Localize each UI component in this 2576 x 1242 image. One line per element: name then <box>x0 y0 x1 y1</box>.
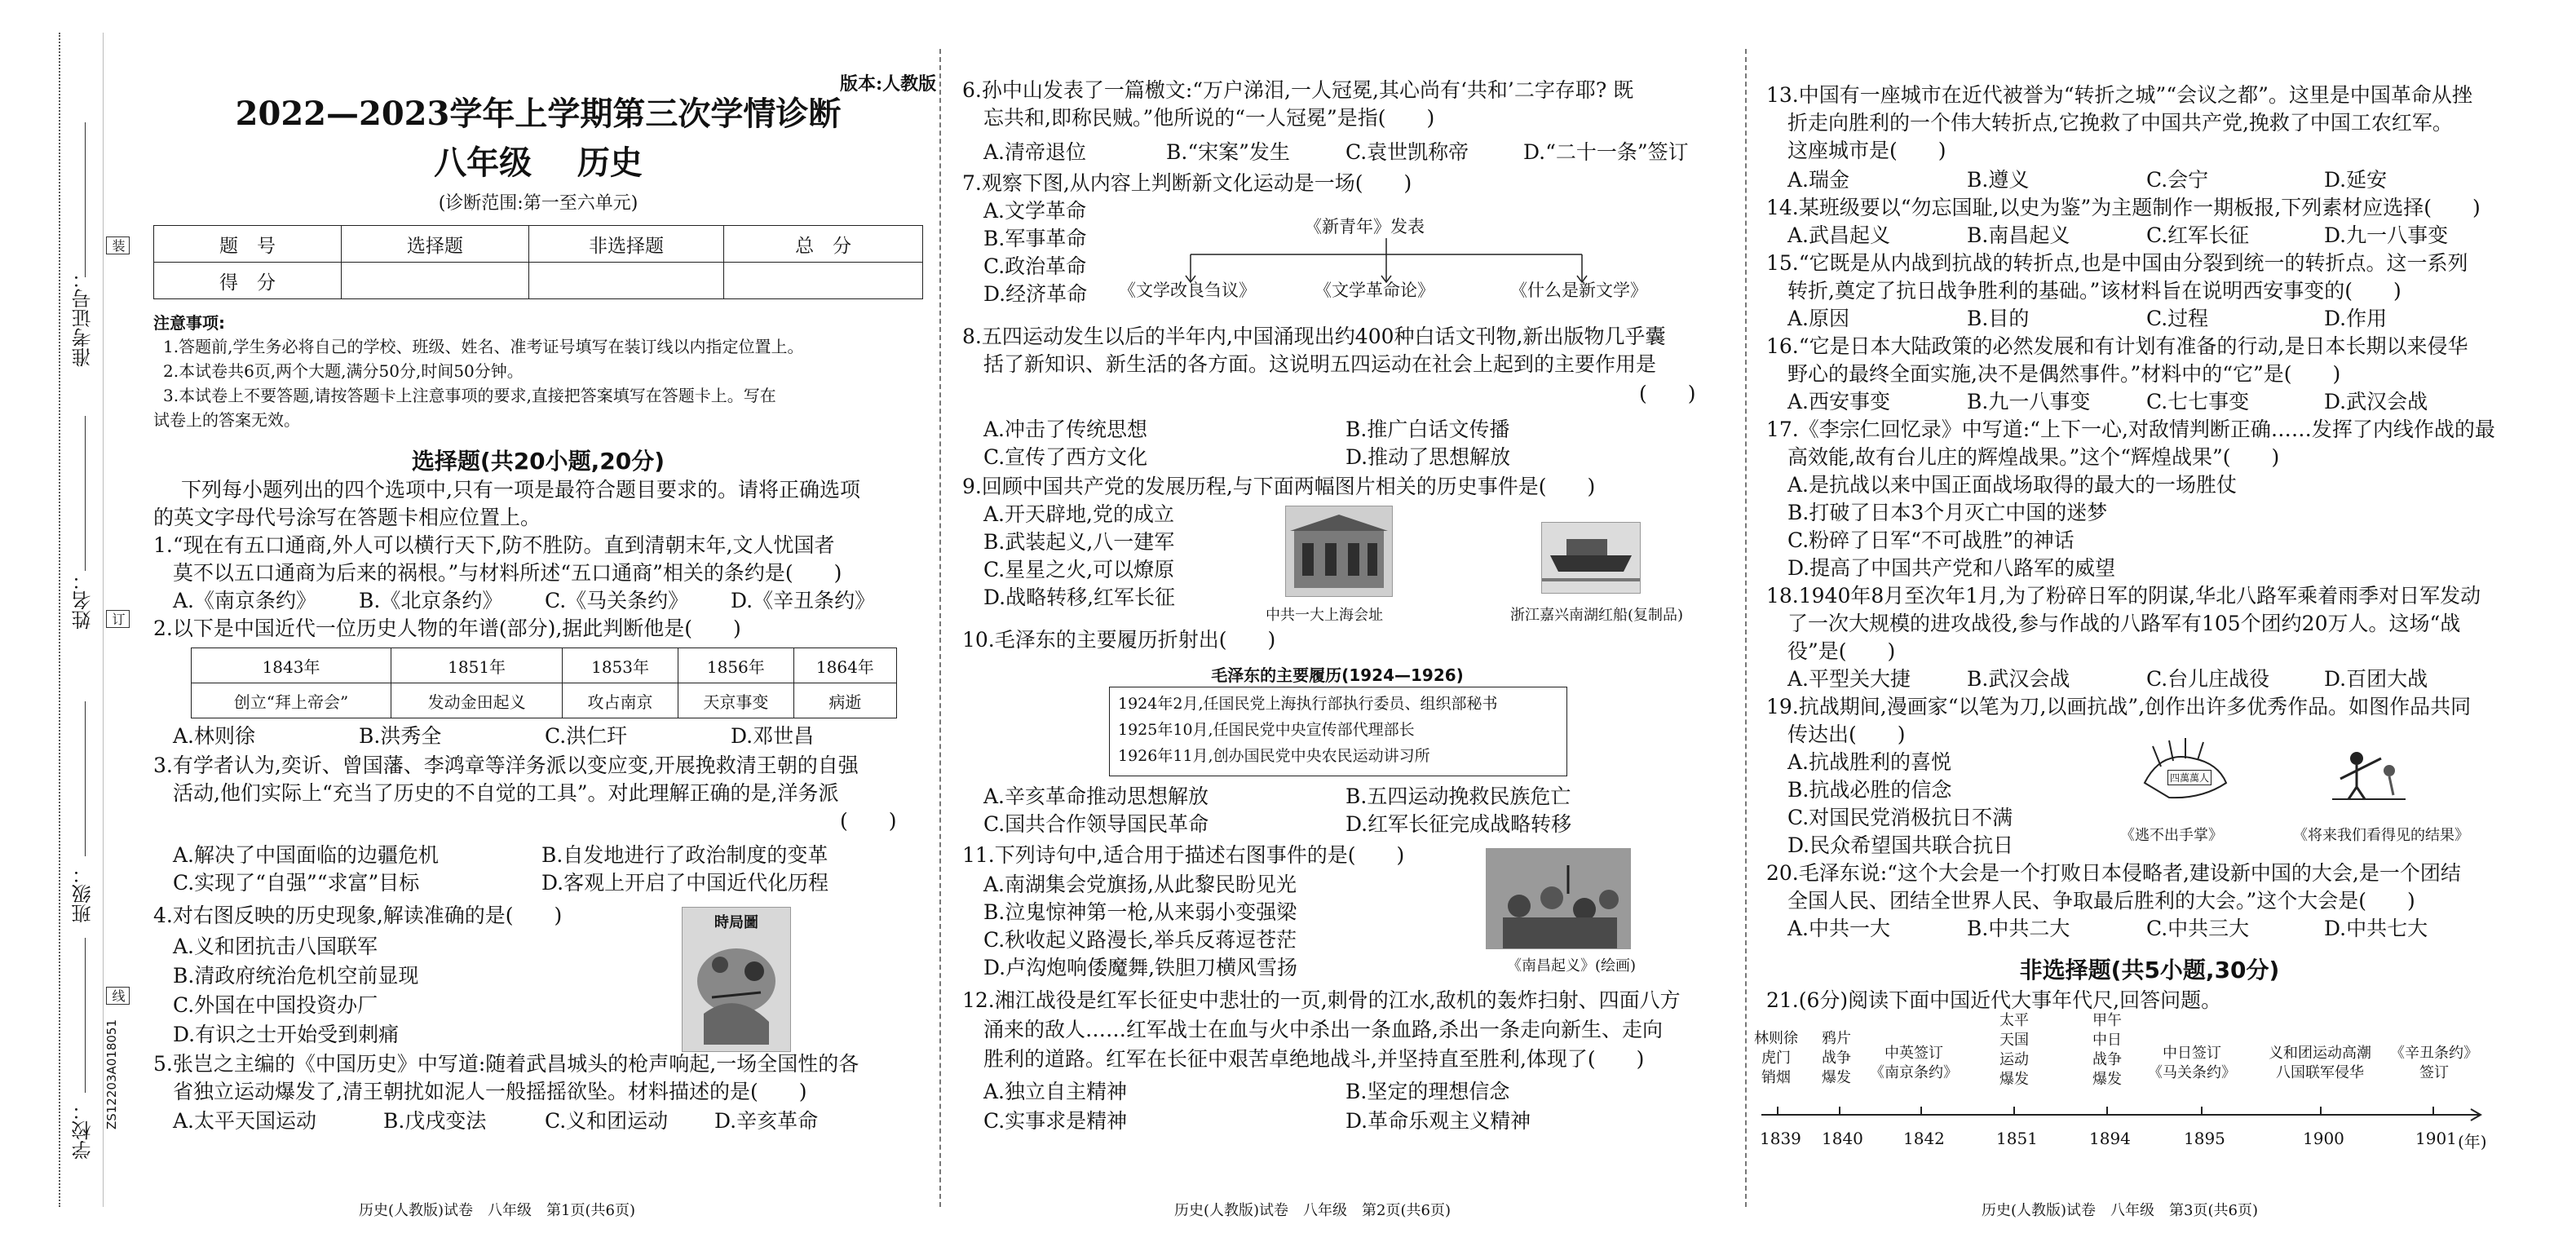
q19-stem: 传达出( ) <box>1787 723 1906 746</box>
q17-option-c[interactable]: C.粉碎了日军“不可战胜”的神话 <box>1787 528 2074 552</box>
timeline-year: 1901 <box>2415 1129 2457 1148</box>
column-divider <box>1745 49 1747 1207</box>
q5-option-a[interactable]: A.太平天国运动 <box>173 1109 317 1133</box>
q2-event-cell: 创立“拜上帝会” <box>192 683 391 718</box>
class-label: 班级： <box>72 864 95 923</box>
q9-option-d[interactable]: D.战略转移,红军长征 <box>983 586 1176 609</box>
q1-stem: 1.“现在有五口通商,外人可以横行天下,防不胜防。直到清朝末年,文人忧国者 <box>153 533 835 557</box>
q18-stem: 役”是( ) <box>1787 639 1896 663</box>
timeline-event: 义和团运动高潮 八国联军侵华 <box>2269 1045 2371 1081</box>
q19-cartoon-hand <box>2136 734 2234 807</box>
q7-diagram-item: 《文学改良刍议》 <box>1119 281 1256 300</box>
q16-option-c[interactable]: C.七七事变 <box>2146 390 2250 413</box>
column-divider <box>939 49 941 1207</box>
q12-option-d[interactable]: D.革命乐观主义精神 <box>1345 1109 1531 1133</box>
q3-stem: 3.有学者认为,奕䜣、曾国藩、李鸿章等洋务派以变应变,开展挽救清王朝的自强 <box>153 754 859 777</box>
q7-diagram-root: 《新青年》发表 <box>1305 217 1425 236</box>
ticket-label: 准考证号： <box>72 269 95 367</box>
q10-option-b[interactable]: B.五四运动挽救民族危亡 <box>1345 785 1571 808</box>
q4-option-c[interactable]: C.外国在中国投资办厂 <box>173 993 378 1017</box>
q16-option-d[interactable]: D.武汉会战 <box>2324 390 2428 413</box>
q10-box-title: 毛泽东的主要履历(1924—1926) <box>1211 665 1464 685</box>
q9-option-a[interactable]: A.开天辟地,党的成立 <box>983 502 1174 526</box>
q1-option-a[interactable]: A.《南京条约》 <box>173 589 317 612</box>
painting-icon <box>1487 849 1630 948</box>
q2-option-c[interactable]: C.洪仁玕 <box>545 724 628 748</box>
score-header-cell: 选择题 <box>342 226 529 263</box>
q9-option-c[interactable]: C.星星之火,可以燎原 <box>983 558 1175 581</box>
timeline-year: 1839 <box>1760 1129 1801 1148</box>
q3-option-d[interactable]: D.客观上开启了中国近代化历程 <box>541 871 829 895</box>
q14-option-a[interactable]: A.武昌起义 <box>1787 223 1891 247</box>
q2-year-cell: 1856年 <box>678 648 793 683</box>
q13-stem: 折走向胜利的一个伟大转折点,它挽救了中国共产党,挽救了中国工农红军。 <box>1787 111 2453 135</box>
q2-year-cell: 1851年 <box>391 648 563 683</box>
ticket-blank[interactable] <box>85 122 86 277</box>
score-header-cell: 非选择题 <box>528 226 724 263</box>
q10-option-a[interactable]: A.辛亥革命推动思想解放 <box>983 785 1209 808</box>
notice-item: 试卷上的答案无效。 <box>153 410 300 430</box>
q13-option-d[interactable]: D.延安 <box>2324 168 2388 192</box>
class-blank[interactable] <box>85 701 86 856</box>
school-blank[interactable] <box>85 938 86 1093</box>
q3-stem: ( ) <box>840 809 897 833</box>
q10-resume-box <box>1109 687 1567 776</box>
q13-option-c[interactable]: C.会宁 <box>2146 168 2209 192</box>
q9-caption-boat: 浙江嘉兴南湖红船(复制品) <box>1510 607 1684 624</box>
q16-option-a[interactable]: A.西安事变 <box>1787 390 1891 413</box>
q7-option-a[interactable]: A.文学革命 <box>983 199 1087 223</box>
q2-event-cell: 发动金田起义 <box>391 683 563 718</box>
q13-stem: 这座城市是( ) <box>1787 139 1946 162</box>
q18-stem: 了一次大规模的进攻战役,参与作战的八路军有105个团约20万人。这场“战 <box>1787 612 2461 635</box>
q9-option-b[interactable]: B.武装起义,八一建军 <box>983 530 1175 554</box>
q9-stem: 9.回顾中国共产党的发展历程,与下面两幅图片相关的历史事件是( ) <box>962 475 1596 498</box>
q4-figure <box>682 907 791 1052</box>
timeline-year: 1895 <box>2184 1129 2225 1148</box>
timeline-year: 1900 <box>2303 1129 2344 1148</box>
q19-stamp: 四萬萬人 <box>2167 770 2211 785</box>
q13-option-a[interactable]: A.瑞金 <box>1787 168 1850 192</box>
q13-stem: 13.中国有一座城市在近代被誉为“转折之城”“会议之都”。这里是中国革命从挫 <box>1766 83 2472 107</box>
name-blank[interactable] <box>85 416 86 571</box>
q12-stem: 胜利的道路。红军在长征中艰苦卓绝地战斗,并坚持直至胜利,体现了( ) <box>983 1047 1645 1071</box>
timeline-event: 鸦片 战争 爆发 <box>1822 1030 1851 1086</box>
q4-figure-title: 時局圖 <box>714 914 758 931</box>
q19-option-d[interactable]: D.民众希望国共联合抗日 <box>1787 833 2014 857</box>
score-header-cell: 题 号 <box>154 226 342 263</box>
section1-intro: 的英文字母代号涂写在答题卡相应位置上。 <box>153 506 541 529</box>
q7-stem: 7.观察下图,从内容上判断新文化运动是一场( ) <box>962 171 1412 195</box>
serial-number: ZS12203A018051 <box>104 1019 119 1130</box>
q10-option-d[interactable]: D.红军长征完成战略转移 <box>1345 812 1572 836</box>
q17-option-a[interactable]: A.是抗战以来中国正面战场取得的最大的一场胜仗 <box>1787 473 2238 497</box>
section2-title: 非选择题(共5小题,30分) <box>2019 957 2280 983</box>
q2-option-a[interactable]: A.林则徐 <box>173 724 256 748</box>
mark-xian: 线 <box>106 987 130 1005</box>
q21-stem: 21.(6分)阅读下面中国近代大事年代尺,回答问题。 <box>1766 988 2222 1012</box>
q7-option-c[interactable]: C.政治革命 <box>983 254 1087 278</box>
q12-stem: 12.湘江战役是红军长征史中悲壮的一页,刺骨的江水,敌机的轰炸扫射、四面八方 <box>962 988 1681 1012</box>
q6-option-c[interactable]: C.袁世凯称帝 <box>1345 140 1469 164</box>
q7-option-b[interactable]: B.军事革命 <box>983 227 1087 250</box>
q2-stem: 2.以下是中国近代一位历史人物的年谱(部分),据此判断他是( ) <box>153 617 741 640</box>
q7-diagram-item: 《什么是新文学》 <box>1510 281 1647 300</box>
q14-stem: 14.某班级要以“勿忘国耻,以史为鉴”为主题制作一期板报,下列素材应选择( ) <box>1766 196 2481 219</box>
timeline-event: 甲午 中日 战争 爆发 <box>2092 1012 2122 1088</box>
footer-page-1: 历史(人教版)试卷 八年级 第1页(共6页) <box>359 1202 635 1219</box>
q2-event-cell: 天京事变 <box>678 683 793 718</box>
q3-option-a[interactable]: A.解决了中国面临的边疆危机 <box>173 843 440 867</box>
q18-option-c[interactable]: C.台儿庄战役 <box>2146 667 2270 691</box>
q6-option-a[interactable]: A.清帝退位 <box>983 140 1087 164</box>
q17-stem: 高效能,故有台儿庄的辉煌战果。”这个“辉煌战果”( ) <box>1787 445 2280 469</box>
timeline-axis <box>1761 1103 2495 1127</box>
q3-option-c[interactable]: C.实现了“自强”“求富”目标 <box>173 871 420 895</box>
q19-option-c[interactable]: C.对国民党消极抗日不满 <box>1787 806 2013 829</box>
score-row-label: 得 分 <box>154 263 342 299</box>
timeline-event: 《辛丑条约》 签订 <box>2390 1045 2478 1081</box>
q2-option-b[interactable]: B.洪秀全 <box>359 724 442 748</box>
boat-icon <box>1542 523 1640 593</box>
q14-option-c[interactable]: C.红军长征 <box>2146 223 2250 247</box>
exam-title: 2022—2023学年上学期第三次学情诊断 <box>235 95 842 133</box>
q15-stem: 15.“它既是从内战到抗战的转折点,也是中国由分裂到统一的转折点。这一系列 <box>1766 251 2468 275</box>
q10-stem: 10.毛泽东的主要履历折射出( ) <box>962 628 1276 652</box>
q17-option-b[interactable]: B.打破了日本3个月灭亡中国的迷梦 <box>1787 501 2108 524</box>
q11-option-c[interactable]: C.秋收起义路漫长,举兵反蒋逗苍茫 <box>983 928 1297 952</box>
q11-option-d[interactable]: D.卢沟炮响倭魔舞,铁胆刀横风雪扬 <box>983 956 1298 979</box>
q15-option-c[interactable]: C.过程 <box>2146 307 2209 330</box>
q8-option-a[interactable]: A.冲击了传统思想 <box>983 418 1148 441</box>
q8-option-c[interactable]: C.宣传了西方文化 <box>983 445 1148 469</box>
q1-option-c[interactable]: C.《马关条约》 <box>545 589 689 612</box>
q12-option-b[interactable]: B.坚定的理想信念 <box>1345 1080 1510 1103</box>
q15-option-d[interactable]: D.作用 <box>2324 307 2388 330</box>
q18-option-d[interactable]: D.百团大战 <box>2324 667 2428 691</box>
timeline-event: 中日签订 《马关条约》 <box>2148 1045 2236 1081</box>
q9-photo-boat <box>1541 522 1641 594</box>
q5-option-c[interactable]: C.义和团运动 <box>545 1109 669 1133</box>
section1-title: 选择题(共20小题,20分) <box>411 448 665 475</box>
q8-option-b[interactable]: B.推广白话文传播 <box>1345 418 1510 441</box>
version-label: 版本:人教版 <box>840 73 937 95</box>
q16-stem: 野心的最终全面实施,决不是偶然事件。”材料中的“它”是( ) <box>1787 362 2341 386</box>
q2-option-d[interactable]: D.邓世昌 <box>731 724 815 748</box>
q11-caption: 《南昌起义》(绘画) <box>1507 957 1637 975</box>
q6-option-d[interactable]: D.“二十一条”签订 <box>1523 140 1689 164</box>
q4-option-b[interactable]: B.清政府统治危机空前显现 <box>173 964 419 988</box>
q12-option-a[interactable]: A.独立自主精神 <box>983 1080 1128 1103</box>
mark-ding: 订 <box>106 610 130 628</box>
notice-item: 2.本试卷共6页,两个大题,满分50分,时间50分钟。 <box>163 361 524 381</box>
q1-stem: 莫不以五口通商为后来的祸根。”与材料所述“五口通商”相关的条约是( ) <box>173 561 842 585</box>
q20-option-c[interactable]: C.中共三大 <box>2146 917 2250 940</box>
q15-stem: 转折,奠定了抗日战争胜利的基础。”该材料旨在说明西安事变的( ) <box>1787 279 2401 303</box>
q10-box-line: 1924年2月,任国民党上海执行部执行委员、组织部秘书 <box>1118 695 1498 713</box>
q2-year-cell: 1843年 <box>192 648 391 683</box>
notice-title: 注意事项: <box>153 313 225 333</box>
q10-box-line: 1926年11月,创办国民党中央农民运动讲习所 <box>1118 747 1430 765</box>
q7-option-d[interactable]: D.经济革命 <box>983 282 1088 306</box>
q20-option-a[interactable]: A.中共一大 <box>1787 917 1891 940</box>
q4-cartoon-icon <box>687 932 785 1046</box>
q18-option-a[interactable]: A.平型关大捷 <box>1787 667 1911 691</box>
name-label: 姓名： <box>72 571 95 630</box>
q6-stem: 6.孙中山发表了一篇檄文:“万户涕泪,一人冠冕,其心尚有‘共和’二字存耶? 既 <box>962 78 1634 102</box>
score-table <box>153 225 923 299</box>
q4-option-d[interactable]: D.有识之士开始受到刺痛 <box>173 1023 400 1046</box>
q20-option-b[interactable]: B.中共二大 <box>1967 917 2070 940</box>
q19-option-a[interactable]: A.抗战胜利的喜悦 <box>1787 750 1952 774</box>
q12-stem: 涌来的敌人……红军战士在血与火中杀出一条血路,杀出一条走向新生、走向 <box>983 1018 1663 1041</box>
mark-zhuang: 装 <box>106 236 130 254</box>
q2-event-cell: 攻占南京 <box>563 683 678 718</box>
q8-option-d[interactable]: D.推动了思想解放 <box>1345 445 1511 469</box>
school-label: 学校： <box>72 1101 95 1160</box>
q2-chronology-table <box>191 648 897 718</box>
q11-option-b[interactable]: B.泣鬼惊神第一枪,从来弱小变强梁 <box>983 900 1297 924</box>
q8-stem: ( ) <box>1639 382 1696 405</box>
q6-option-b[interactable]: B.“宋案”发生 <box>1166 140 1290 164</box>
q19-stem: 19.抗战期间,漫画家“以笔为刀,以画抗战”,创作出许多优秀作品。如图作品共同 <box>1766 695 2472 718</box>
q2-year-cell: 1853年 <box>563 648 678 683</box>
q13-option-b[interactable]: B.遵义 <box>1967 168 2030 192</box>
notice-item: 3.本试卷上不要答题,请按答题卡上注意事项的要求,直接把答案填写在答题卡上。写在 <box>163 386 776 405</box>
timeline-year: 1851 <box>1996 1129 2038 1148</box>
q19-caption-right: 《将来我们看得见的结果》 <box>2293 827 2469 844</box>
timeline-event: 林则徐 虎门 销烟 <box>1754 1030 1798 1086</box>
q19-option-b[interactable]: B.抗战必胜的信念 <box>1787 778 1952 802</box>
soldiers-icon <box>2324 734 2414 807</box>
q11-option-a[interactable]: A.南湖集会党旗扬,从此黎民盼见光 <box>983 873 1297 896</box>
timeline-year: 1842 <box>1903 1129 1945 1148</box>
q15-option-b[interactable]: B.目的 <box>1967 307 2030 330</box>
q14-option-d[interactable]: D.九一八事变 <box>2324 223 2449 247</box>
q5-stem: 5.张岂之主编的《中国历史》中写道:随着武昌城头的枪声响起,一场全国性的各 <box>153 1052 859 1076</box>
q19-cartoon-fight <box>2324 734 2414 807</box>
q1-option-b[interactable]: B.《北京条约》 <box>359 589 503 612</box>
binding-dotted-line <box>59 33 60 1207</box>
q11-stem: 11.下列诗句中,适合用于描述右图事件的是( ) <box>962 843 1405 867</box>
timeline-unit: (年) <box>2458 1132 2487 1151</box>
q14-option-b[interactable]: B.南昌起义 <box>1967 223 2070 247</box>
timeline-year: 1840 <box>1822 1129 1863 1148</box>
q20-option-d[interactable]: D.中共七大 <box>2324 917 2428 940</box>
q16-option-b[interactable]: B.九一八事变 <box>1967 390 2091 413</box>
q16-stem: 16.“它是日本大陆政策的必然发展和有计划有准备的行动,是日本长期以来侵华 <box>1766 334 2468 358</box>
q18-option-b[interactable]: B.武汉会战 <box>1967 667 2070 691</box>
q10-option-c[interactable]: C.国共合作领导国民革命 <box>983 812 1209 836</box>
q20-stem: 20.毛泽东说:“这个大会是一个打败日本侵略者,建设新中国的大会,是一个团结 <box>1766 861 2461 885</box>
q3-option-b[interactable]: B.自发地进行了政治制度的变革 <box>541 843 828 867</box>
score-cell[interactable] <box>528 263 724 299</box>
q6-stem: 忘共和,即称民贼。”他所说的“一人冠冕”是指( ) <box>983 106 1435 130</box>
q4-option-a[interactable]: A.义和团抗击八国联军 <box>173 935 378 958</box>
q8-stem: 括了新知识、新生活的各方面。这说明五四运动在社会上起到的主要作用是 <box>983 352 1657 376</box>
notice-item: 1.答题前,学生务必将自己的学校、班级、姓名、准考证号填写在装订线以内指定位置上。 <box>163 337 804 356</box>
timeline-year: 1894 <box>2089 1129 2131 1148</box>
q20-stem: 全国人民、团结全世界人民、争取最后胜利的大会。”这个大会是( ) <box>1787 889 2415 913</box>
score-cell[interactable] <box>724 263 923 299</box>
q9-caption-site: 中共一大上海会址 <box>1266 607 1383 624</box>
building-icon <box>1286 506 1392 596</box>
q10-box-line: 1925年10月,任国民党中央宣传部代理部长 <box>1118 721 1415 739</box>
q19-caption-left: 《逃不出手掌》 <box>2120 827 2223 844</box>
timeline-event: 太平 天国 运动 爆发 <box>1999 1012 2029 1088</box>
q5-option-b[interactable]: B.戊戌变法 <box>383 1109 487 1133</box>
footer-page-3: 历史(人教版)试卷 八年级 第3页(共6页) <box>1982 1202 2258 1219</box>
q2-event-cell: 病逝 <box>793 683 896 718</box>
exam-scope: (诊断范围:第一至六单元) <box>438 193 638 214</box>
q9-photo-site <box>1285 506 1393 597</box>
section1-intro: 下列每小题列出的四个选项中,只有一项是最符合题目要求的。请将正确选项 <box>181 478 860 502</box>
exam-subtitle: 八年级 历史 <box>434 144 643 182</box>
footer-page-2: 历史(人教版)试卷 八年级 第2页(共6页) <box>1174 1202 1451 1219</box>
q12-option-c[interactable]: C.实事求是精神 <box>983 1109 1128 1133</box>
q2-year-cell: 1864年 <box>793 648 896 683</box>
score-cell[interactable] <box>342 263 529 299</box>
q17-stem: 17.《李宗仁回忆录》中写道:“上下一心,对敌情判断正确……发挥了内线作战的最 <box>1766 418 2495 441</box>
score-header-cell: 总 分 <box>724 226 923 263</box>
q7-diagram-item: 《文学革命论》 <box>1315 281 1434 300</box>
q4-stem: 4.对右图反映的历史现象,解读准确的是( ) <box>153 904 563 927</box>
q17-option-d[interactable]: D.提高了中国共产党和八路军的威望 <box>1787 556 2116 580</box>
q11-painting <box>1486 848 1631 949</box>
q1-option-d[interactable]: D.《辛丑条约》 <box>731 589 876 612</box>
q18-stem: 18.1940年8月至次年1月,为了粉碎日军的阴谋,华北八路军乘着雨季对日军发动 <box>1766 584 2481 608</box>
q3-stem: 活动,他们实际上“充当了历史的不自觉的工具”。对此理解正确的是,洋务派 <box>173 781 839 805</box>
q8-stem: 8.五四运动发生以后的半年内,中国涌现出约400种白话文刊物,新出版物几乎囊 <box>962 325 1666 348</box>
timeline-event: 中英签订 《南京条约》 <box>1870 1045 1958 1081</box>
binding-guide-line <box>103 33 104 1207</box>
q15-option-a[interactable]: A.原因 <box>1787 307 1850 330</box>
q5-option-d[interactable]: D.辛亥革命 <box>714 1109 819 1133</box>
q5-stem: 省独立运动爆发了,清王朝扰如泥人一般摇摇欲坠。材料描述的是( ) <box>173 1080 807 1103</box>
